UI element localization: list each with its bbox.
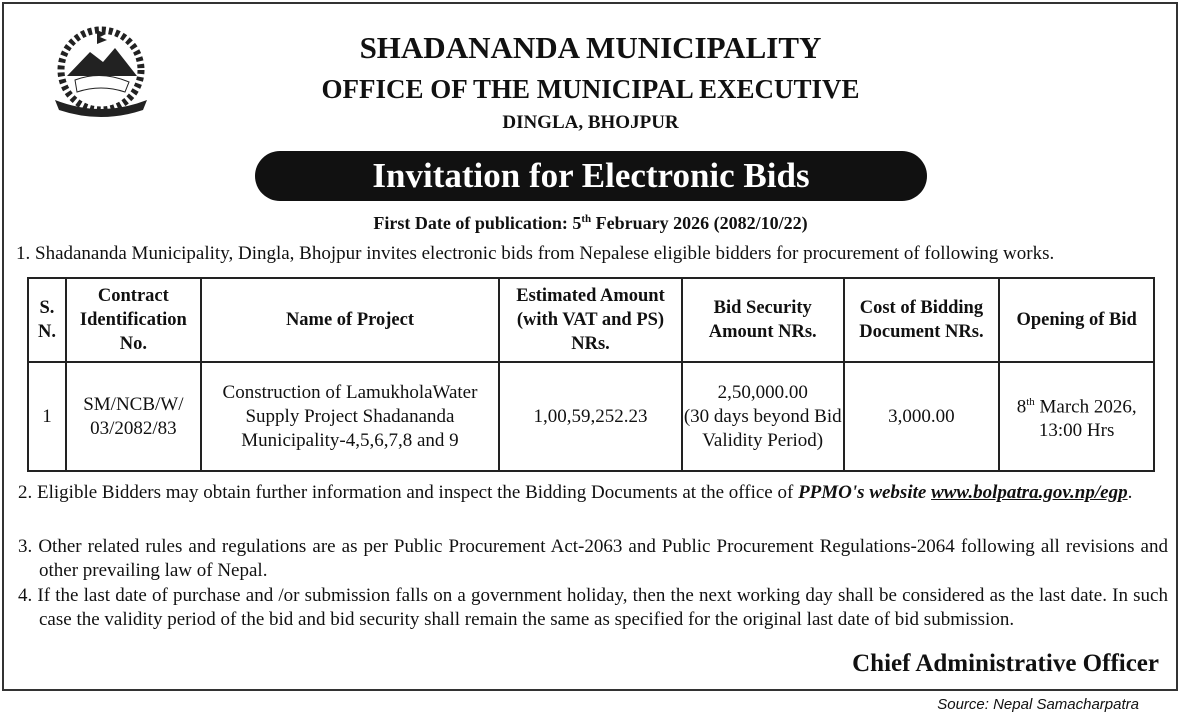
- cell-security: [682, 362, 844, 471]
- cell-sn: 1: [28, 362, 66, 471]
- paragraph-1: 1. Shadananda Municipality, Dingla, Bhojpur invites electronic bids from Nepalese eligible bidders for procurement of following works.: [16, 243, 1055, 264]
- location: DINGLA, BHOJPUR: [502, 112, 679, 133]
- security-note: (30 days beyond Bid Validity Period): [683, 405, 842, 451]
- header-security: Bid Security Amount NRs.: [682, 278, 844, 362]
- header-sn: S. N.: [28, 278, 66, 362]
- header-contract-id: Contract Identification No.: [66, 278, 201, 362]
- cell-project: Construction of LamukholaWater Supply Project Shadananda Municipality-4,5,6,7,8 and 9: [201, 362, 499, 471]
- municipality-title: SHADANANDA MUNICIPALITY: [359, 30, 822, 65]
- cell-opening: 8th March 2026, 13:00 Hrs: [999, 362, 1154, 471]
- publication-date: First Date of publication: 5th February 2026 (2082/10/22): [373, 213, 808, 233]
- office-title: OFFICE OF THE MUNICIPAL EXECUTIVE: [321, 74, 860, 104]
- header-project: Name of Project: [201, 278, 499, 362]
- security-amount: 2,50,000.00: [717, 381, 808, 403]
- bolpatra-link[interactable]: www.bolpatra.gov.np/egp: [931, 482, 1128, 503]
- header-estimate: Estimated Amount (with VAT and PS) NRs.: [499, 278, 682, 362]
- paragraph-2: 2. Eligible Bidders may obtain further information and inspect the Bidding Documents at the office of PPMO's website www.bolpatra.gov.np/egp.: [18, 482, 1133, 503]
- cell-cost: 3,000.00: [844, 362, 1000, 471]
- notice-banner: Invitation for Electronic Bids: [255, 151, 927, 201]
- paragraph-3: 3. Other related rules and regulations are as per Public Procurement Act-2063 and Public Procurement Regulations-2064 following all revisions and other prevailing law of Nepal.: [18, 536, 1168, 581]
- table-header-row: [28, 278, 1154, 362]
- source-credit: Source: Nepal Samacharpatra: [937, 696, 1139, 713]
- signature-title: Chief Administrative Officer: [852, 650, 1159, 677]
- paragraph-4: 4. If the last date of purchase and /or submission falls on a government holiday, then the next working day shall be considered as the last date. In such case the validity period of the bid and bid security shall remain the same as specified for the original last date of bid submission.: [18, 585, 1168, 630]
- table-row: [28, 362, 1154, 471]
- bids-table: [27, 277, 1155, 472]
- cell-contract-id: SM/NCB/W/ 03/2082/83: [66, 362, 201, 471]
- cell-estimate: 1,00,59,252.23: [499, 362, 682, 471]
- header-opening: Opening of Bid: [999, 278, 1154, 362]
- header-cost: Cost of Bidding Document NRs.: [844, 278, 1000, 362]
